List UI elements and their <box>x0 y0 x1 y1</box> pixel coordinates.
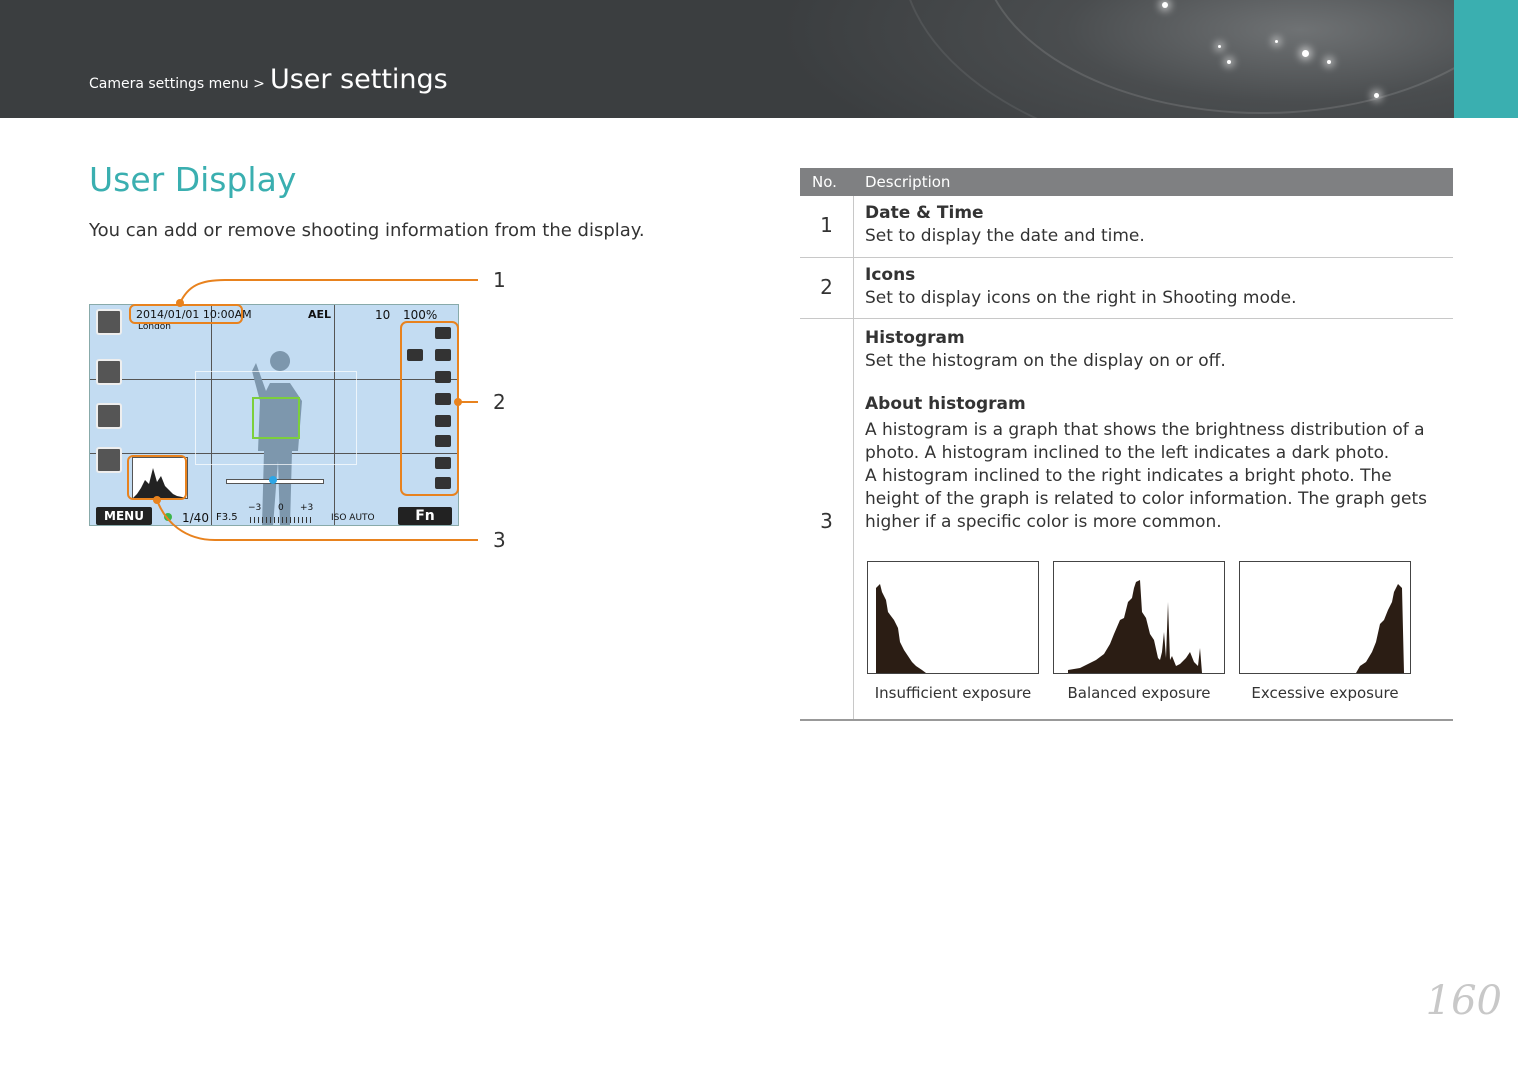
row-number: 2 <box>820 275 833 299</box>
row-description: Set to display icons on the right in Shooting mode. <box>865 288 1297 308</box>
screen-iso: ISO AUTO <box>331 513 375 523</box>
screen-location: London <box>138 322 171 332</box>
screen-shutter: 1/40 <box>182 511 209 525</box>
fn-button[interactable]: Fn <box>398 507 452 525</box>
histogram-caption: Insufficient exposure <box>874 684 1032 702</box>
row-description: Set the histogram on the display on or off. <box>865 351 1226 371</box>
decor-light <box>1302 50 1309 57</box>
screen-aperture: F3.5 <box>216 512 238 523</box>
callout-number: 2 <box>493 390 506 414</box>
screen-datetime: 2014/01/01 10:00AM <box>136 308 252 321</box>
row-number: 3 <box>820 509 833 533</box>
decor-light <box>1218 45 1221 48</box>
column-header-no: No. <box>812 173 837 191</box>
histogram-balanced-graph <box>1054 562 1224 673</box>
ev-zero: 0 <box>278 503 284 513</box>
histogram-caption: Excessive exposure <box>1251 684 1399 702</box>
table-header <box>800 168 1453 196</box>
row-number: 1 <box>820 213 833 237</box>
about-histogram-title: About histogram <box>865 394 1026 414</box>
table-row <box>800 258 1453 319</box>
row-title: Icons <box>865 265 916 285</box>
breadcrumb-current: User settings <box>269 64 448 95</box>
ev-plus: +3 <box>300 503 314 513</box>
column-header-description: Description <box>865 173 951 191</box>
decor-light <box>1227 60 1231 64</box>
screen-ael: AEL <box>308 308 332 321</box>
row-title: Date & Time <box>865 203 984 223</box>
callout-lines <box>0 0 520 560</box>
callout-number: 3 <box>493 528 506 552</box>
callout-number: 1 <box>493 268 506 292</box>
about-histogram-text: A histogram inclined to the right indicates a bright photo. The height of the graph is related to color information. The graph gets higher if a specific color is more common. <box>865 466 1427 532</box>
header-accent-tab <box>1454 0 1518 118</box>
histogram-insufficient <box>867 561 1039 674</box>
histogram-excessive <box>1239 561 1411 674</box>
row-title: Histogram <box>865 328 965 348</box>
decor-light <box>1162 2 1168 8</box>
decor-light <box>1275 40 1278 43</box>
histogram-caption: Balanced exposure <box>1067 684 1211 702</box>
page-title: User Display <box>89 160 297 199</box>
histogram-balanced <box>1053 561 1225 674</box>
histogram-insufficient-graph <box>868 562 1038 673</box>
screen-battery: 100% <box>403 308 438 322</box>
about-histogram-text: A histogram is a graph that shows the brightness distribution of a photo. A histogram inclined to the left indicates a dark photo. <box>865 420 1425 463</box>
page-number: 160 <box>1425 978 1502 1024</box>
row-description: Set to display the date and time. <box>865 226 1145 246</box>
decor-light <box>1327 60 1331 64</box>
histogram-excessive-graph <box>1240 562 1410 673</box>
breadcrumb-parent[interactable]: Camera settings menu > <box>89 76 265 92</box>
table-row <box>800 196 1453 258</box>
menu-button[interactable]: MENU <box>96 507 152 525</box>
intro-text: You can add or remove shooting information from the display. <box>89 220 645 241</box>
decor-light <box>1374 93 1379 98</box>
screen-shots: 10 <box>375 308 391 322</box>
ev-minus: −3 <box>248 503 262 513</box>
